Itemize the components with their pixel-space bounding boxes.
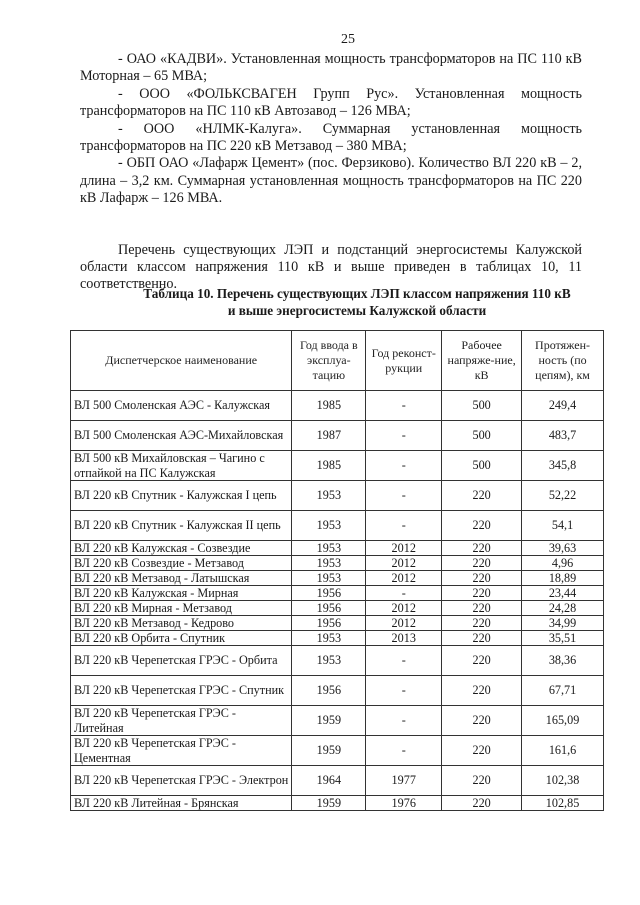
voltage-cell: 220 — [442, 541, 522, 556]
column-header: Год реконст-рукции — [366, 331, 442, 391]
name-cell: ВЛ 220 кВ Литейная - Брянская — [71, 796, 292, 811]
power-lines-table — [70, 330, 604, 811]
reconstruction-year-cell: - — [366, 391, 442, 421]
voltage-cell: 500 — [442, 451, 522, 481]
table-row — [71, 796, 604, 811]
table-title-line: Таблица 10. Перечень существующих ЛЭП классом напряжения 110 кВ — [143, 286, 571, 301]
commission-year-cell: 1956 — [292, 616, 366, 631]
name-cell: ВЛ 220 кВ Калужская - Мирная — [71, 586, 292, 601]
length-cell: 345,8 — [522, 451, 604, 481]
reconstruction-year-cell: 2012 — [366, 601, 442, 616]
table-row — [71, 421, 604, 451]
commission-year-cell: 1985 — [292, 391, 366, 421]
paragraph: Перечень существующих ЛЭП и подстанций энергосистемы Калужской области классом напряжения 110 кВ и выше приведен в таблицах 10, 11 соответственно. — [80, 241, 582, 293]
commission-year-cell: 1959 — [292, 706, 366, 736]
length-cell: 35,51 — [522, 631, 604, 646]
length-cell: 161,6 — [522, 736, 604, 766]
column-header: Рабочее напряже-ние, кВ — [442, 331, 522, 391]
name-cell: ВЛ 220 кВ Метзавод - Латышская — [71, 571, 292, 586]
voltage-cell: 220 — [442, 586, 522, 601]
commission-year-cell: 1959 — [292, 796, 366, 811]
table-row — [71, 511, 604, 541]
voltage-cell: 220 — [442, 796, 522, 811]
voltage-cell: 220 — [442, 766, 522, 796]
voltage-cell: 220 — [442, 511, 522, 541]
name-cell: ВЛ 500 кВ Михайловская – Чагино с отпайкой на ПС Калужская — [71, 451, 292, 481]
length-cell: 4,96 — [522, 556, 604, 571]
commission-year-cell: 1953 — [292, 556, 366, 571]
voltage-cell: 500 — [442, 391, 522, 421]
reconstruction-year-cell: 2012 — [366, 556, 442, 571]
length-cell: 249,4 — [522, 391, 604, 421]
name-cell: ВЛ 500 Смоленская АЭС - Калужская — [71, 391, 292, 421]
paragraph: - ОБП ОАО «Лафарж Цемент» (пос. Ферзиково). Количество ВЛ 220 кВ – 2, длина – 3,2 км. Суммарная установленная мощность трансформаторов на ПС 220 кВ Лафарж – 126 МВА. — [80, 155, 582, 207]
length-cell: 54,1 — [522, 511, 604, 541]
commission-year-cell: 1956 — [292, 676, 366, 706]
length-cell: 39,63 — [522, 541, 604, 556]
table-row — [71, 736, 604, 766]
length-cell: 23,44 — [522, 586, 604, 601]
length-cell: 102,38 — [522, 766, 604, 796]
reconstruction-year-cell: 2012 — [366, 571, 442, 586]
name-cell: ВЛ 220 кВ Созвездие - Метзавод — [71, 556, 292, 571]
reconstruction-year-cell: 2012 — [366, 541, 442, 556]
table-row — [71, 676, 604, 706]
name-cell: ВЛ 220 кВ Метзавод - Кедрово — [71, 616, 292, 631]
voltage-cell: 220 — [442, 631, 522, 646]
name-cell: ВЛ 220 кВ Спутник - Калужская I цепь — [71, 481, 292, 511]
name-cell: ВЛ 220 кВ Черепетская ГРЭС - Орбита — [71, 646, 292, 676]
name-cell: ВЛ 220 кВ Калужская - Созвездие — [71, 541, 292, 556]
table-header-row — [71, 331, 604, 391]
body-text — [80, 51, 582, 294]
commission-year-cell: 1953 — [292, 571, 366, 586]
length-cell: 102,85 — [522, 796, 604, 811]
length-cell: 38,36 — [522, 646, 604, 676]
commission-year-cell: 1959 — [292, 736, 366, 766]
length-cell: 67,71 — [522, 676, 604, 706]
voltage-cell: 220 — [442, 601, 522, 616]
commission-year-cell: 1964 — [292, 766, 366, 796]
table-row — [71, 601, 604, 616]
reconstruction-year-cell: - — [366, 451, 442, 481]
voltage-cell: 220 — [442, 676, 522, 706]
name-cell: ВЛ 220 кВ Спутник - Калужская II цепь — [71, 511, 292, 541]
reconstruction-year-cell: - — [366, 676, 442, 706]
commission-year-cell: 1953 — [292, 541, 366, 556]
reconstruction-year-cell: - — [366, 586, 442, 601]
name-cell: ВЛ 220 кВ Черепетская ГРЭС - Цементная — [71, 736, 292, 766]
commission-year-cell: 1953 — [292, 646, 366, 676]
commission-year-cell: 1953 — [292, 511, 366, 541]
table-title-line: и выше энергосистемы Калужской области — [227, 303, 487, 318]
table-row — [71, 481, 604, 511]
reconstruction-year-cell: 1976 — [366, 796, 442, 811]
commission-year-cell: 1953 — [292, 631, 366, 646]
reconstruction-year-cell: - — [366, 646, 442, 676]
table-row — [71, 391, 604, 421]
length-cell: 24,28 — [522, 601, 604, 616]
name-cell: ВЛ 500 Смоленская АЭС-Михайловская — [71, 421, 292, 451]
name-cell: ВЛ 220 кВ Черепетская ГРЭС - Электрон — [71, 766, 292, 796]
voltage-cell: 500 — [442, 421, 522, 451]
table-row — [71, 586, 604, 601]
name-cell: ВЛ 220 кВ Орбита - Спутник — [71, 631, 292, 646]
table-row — [71, 451, 604, 481]
voltage-cell: 220 — [442, 646, 522, 676]
voltage-cell: 220 — [442, 706, 522, 736]
paragraph: - ООО «ФОЛЬКСВАГЕН Групп Рус». Установленная мощность трансформаторов на ПС 110 кВ Автозавод – 126 МВА; — [80, 85, 582, 120]
length-cell: 52,22 — [522, 481, 604, 511]
commission-year-cell: 1956 — [292, 601, 366, 616]
name-cell: ВЛ 220 кВ Черепетская ГРЭС - Литейная — [71, 706, 292, 736]
name-cell: ВЛ 220 кВ Черепетская ГРЭС - Спутник — [71, 676, 292, 706]
column-header: Диспетчерское наименование — [71, 331, 292, 391]
table-row — [71, 766, 604, 796]
reconstruction-year-cell: 1977 — [366, 766, 442, 796]
reconstruction-year-cell: - — [366, 511, 442, 541]
length-cell: 18,89 — [522, 571, 604, 586]
paragraph: - ОАО «КАДВИ». Установленная мощность трансформаторов на ПС 110 кВ Моторная – 65 МВА; — [80, 51, 582, 85]
table-row — [71, 616, 604, 631]
reconstruction-year-cell: 2012 — [366, 616, 442, 631]
reconstruction-year-cell: - — [366, 481, 442, 511]
voltage-cell: 220 — [442, 571, 522, 586]
length-cell: 34,99 — [522, 616, 604, 631]
column-header: Год ввода в эксплуа-тацию — [292, 331, 366, 391]
table-row — [71, 631, 604, 646]
commission-year-cell: 1953 — [292, 481, 366, 511]
table-row — [71, 706, 604, 736]
commission-year-cell: 1985 — [292, 451, 366, 481]
commission-year-cell: 1956 — [292, 586, 366, 601]
voltage-cell: 220 — [442, 736, 522, 766]
reconstruction-year-cell: - — [366, 736, 442, 766]
length-cell: 165,09 — [522, 706, 604, 736]
name-cell: ВЛ 220 кВ Мирная - Метзавод — [71, 601, 292, 616]
reconstruction-year-cell: 2013 — [366, 631, 442, 646]
page-number: 25 — [341, 32, 355, 47]
reconstruction-year-cell: - — [366, 706, 442, 736]
table-title — [110, 285, 604, 319]
table-row — [71, 556, 604, 571]
voltage-cell: 220 — [442, 556, 522, 571]
reconstruction-year-cell: - — [366, 421, 442, 451]
table-row — [71, 646, 604, 676]
paragraph: - ООО «НЛМК-Калуга». Суммарная установленная мощность трансформаторов на ПС 220 кВ Метзавод – 380 МВА; — [80, 120, 582, 155]
table-row — [71, 571, 604, 586]
column-header: Протяжен-ность (по цепям), км — [522, 331, 604, 391]
table-row — [71, 541, 604, 556]
voltage-cell: 220 — [442, 481, 522, 511]
voltage-cell: 220 — [442, 616, 522, 631]
length-cell: 483,7 — [522, 421, 604, 451]
commission-year-cell: 1987 — [292, 421, 366, 451]
